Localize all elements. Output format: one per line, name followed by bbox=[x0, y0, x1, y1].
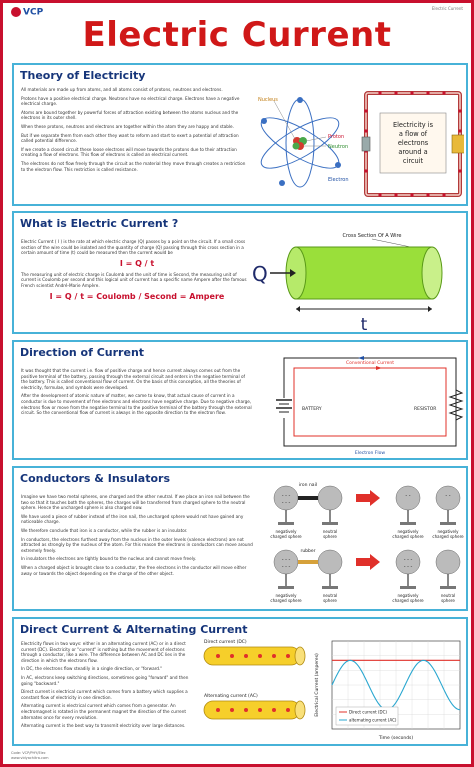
paragraph: We have used a piece of rubber instead of the iron nail, the uncharged sphere would not have gained any noticeable charge. bbox=[21, 513, 244, 525]
paragraph: Imagine we have two metal spheres, one charged and the other neutral. If we place an iron nail between the two so that it touches both the spheres, the charges will be transferred from charged sphere to the neutral sphere. Hence the uncharged sphere is also charged now. bbox=[21, 494, 250, 511]
paragraph: We therefore conclude that iron is a conductor, while the rubber is an insulator. bbox=[21, 527, 188, 533]
paragraph: When a charged object is brought close to a conductor, the free electrons in the conductor will move either away or towards the object depending on the charge of the other object. bbox=[21, 564, 247, 576]
sphere-caption: negatively bbox=[397, 529, 419, 534]
section-title: Direction of Current bbox=[20, 346, 145, 359]
chart-legend bbox=[336, 707, 398, 725]
paragraph: When these protons, neutrons and electrons are together within the atom they are happy and stable. bbox=[21, 123, 234, 129]
electron-label: Electron bbox=[328, 177, 349, 183]
paragraph: The electrons do not flow freely through the circuit as the material they move through creates a restriction to the electron flow. This restriction is called resistance. bbox=[21, 160, 246, 172]
paragraph: In DC, the electrons flow steadily in a single direction, or "forward." bbox=[21, 666, 163, 672]
legend-label-ac: alternating current (AC) bbox=[349, 717, 397, 723]
formula: I = Q / t bbox=[119, 258, 155, 268]
svg-text:- - -: - - - bbox=[281, 564, 291, 570]
sphere-caption: sphere bbox=[323, 598, 337, 603]
section-dc-ac bbox=[12, 617, 468, 746]
dc-ac-wire-diagram bbox=[200, 633, 308, 743]
sphere-caption: neutral bbox=[440, 593, 456, 598]
sphere-caption: sphere bbox=[441, 598, 455, 603]
sphere-caption: neutral bbox=[322, 529, 338, 534]
paragraph: Atoms are bound together by powerful forces of attraction existing between the atoms nucleus and the electrons in its outer shell. bbox=[21, 109, 239, 121]
formula: I = Q / t = Coulomb / Second = Ampere bbox=[49, 291, 225, 301]
charged-spheres-diagram bbox=[258, 476, 466, 610]
electron-circuit-diagram bbox=[362, 91, 464, 196]
sphere-caption: charged sphere bbox=[392, 534, 424, 539]
section-what-is-current bbox=[12, 211, 468, 334]
atom-diagram bbox=[255, 97, 349, 187]
sphere-caption: negatively bbox=[437, 529, 459, 534]
atom-and-circuit-illustration bbox=[250, 83, 464, 201]
svg-text:- - -: - - - bbox=[281, 557, 291, 563]
battery-label: BATTERY bbox=[302, 407, 322, 412]
circuit-text-line: Electricity is bbox=[392, 121, 434, 129]
sphere-caption: charged sphere bbox=[432, 534, 464, 539]
wire-cross-section-diagram bbox=[252, 229, 464, 333]
y-axis-label: Electrical Current (amperes) bbox=[315, 653, 320, 717]
section-title: Direct Current & Alternating Current bbox=[20, 623, 248, 636]
circuit-text-line: circuit bbox=[402, 157, 424, 165]
paragraph: Electricity flows in two ways: either in an alternating current (AC) or in a direct current (DC). Electricity or "current" is nothing but the movement of electrons through a conductor, like a wire. The difference between AC and DC lies in the direction in which the electrons flow. bbox=[21, 641, 186, 663]
paragraph: Direct current is electrical current which comes from a battery which supplies a constant flow of electricity in one direction. bbox=[21, 689, 188, 700]
sphere-caption: charged sphere bbox=[270, 598, 302, 603]
nucleus-label: Nucleus bbox=[258, 97, 278, 103]
cross-section-label: Cross Section Of A Wire bbox=[342, 233, 402, 239]
time-t-label: t bbox=[360, 315, 368, 333]
legend-label-dc: Direct current (DC) bbox=[349, 709, 387, 715]
footer-line: Code: VCP/PHY/Elec bbox=[11, 751, 46, 755]
paragraph: After the development of atomic nature of matter, we came to know, that actual cause of current in a conductor is due to movement of free electrons and electrons have negative charge. Due to negative charge, electrons flow or move from the negative terminal to the positive terminal of the battery through the external circuit. So the conventional flow of current is always in the opposite direction to the electron flow. bbox=[21, 393, 252, 416]
footer-line: www.vidyachitra.com bbox=[11, 755, 49, 760]
section-theory bbox=[12, 63, 468, 206]
paragraph: In AC, electrons keep switching directions, sometimes going "forward" and then going "backward." bbox=[21, 674, 189, 686]
svg-text:- -: - - bbox=[405, 493, 411, 499]
proton-label: Proton bbox=[328, 134, 345, 140]
sphere-caption: charged sphere bbox=[392, 598, 424, 603]
circuit-text-line: around a bbox=[398, 148, 428, 156]
x-axis-label: Time (seconds) bbox=[378, 736, 414, 741]
neutron-label: Neutron bbox=[328, 144, 349, 150]
paragraph: It was thought that the current i.e. flow of positive charge and hence current always comes out from the positive terminal of the battery, passing through the external circuit and enters in the negative terminal of the battery. This is called conventional flow of current. On the basis of this conception, all the theories of electricity, formulae, and symbols were developed. bbox=[21, 368, 245, 390]
dc-label: Direct current (DC) bbox=[204, 640, 247, 645]
sphere-caption: negatively bbox=[275, 593, 297, 598]
paragraph: In insulators the electrons are tightly bound to the nucleus and cannot move freely. bbox=[21, 556, 197, 562]
svg-text:- - -: - - - bbox=[403, 557, 413, 563]
rubber-shape bbox=[298, 560, 318, 564]
electron-flow-label: Electron Flow bbox=[354, 451, 386, 456]
section-title: Conductors & Insulators bbox=[20, 472, 171, 485]
section-text bbox=[21, 494, 253, 579]
charge-q-label: Q bbox=[252, 262, 268, 286]
section-text bbox=[21, 87, 249, 175]
paragraph: If we create a closed circuit these loose electrons will move towards the protons due to their attraction creating a flow of electrons. This flow of electrons is called an electrical current. bbox=[21, 146, 237, 158]
sphere-caption: neutral bbox=[322, 593, 338, 598]
current-direction-diagram bbox=[264, 350, 464, 456]
current-vs-time-chart bbox=[310, 635, 464, 745]
sphere-caption: sphere bbox=[323, 534, 337, 539]
sphere-caption: charged sphere bbox=[270, 534, 302, 539]
paragraph: Electric Current ( I ) is the rate at which electric charge (Q) passes by a point on the circuit. If a small cross section of the wire could be isolated and the quantity of charge (Q) passing through this cross section in a certain amount of time (t) could be measured then the current would be bbox=[21, 239, 246, 256]
svg-text:- -: - - bbox=[445, 493, 451, 499]
section-conductors-insulators bbox=[12, 466, 468, 611]
section-title: What is Electric Current ? bbox=[20, 217, 179, 230]
right-arrow-icon bbox=[356, 490, 380, 506]
brand-name: VCP bbox=[23, 7, 44, 18]
section-direction-of-current bbox=[12, 340, 468, 460]
iron-nail-label: iron nail bbox=[298, 483, 318, 488]
top-right-note: Electric Current bbox=[431, 6, 463, 11]
paragraph: But if we separate them from each other they want to reform and start to exert a potential of attraction called potential difference. bbox=[21, 132, 239, 144]
paragraph: Protons have a positive electrical charge. Neutrons have no electrical charge. Electrons have a negative electrical charge. bbox=[21, 95, 240, 107]
paragraph: Alternating current is electrical current which comes from a generator. An electromagnet is rotated in the permanent magnet the direction of the current alternates once for every revolution. bbox=[21, 703, 187, 720]
resistor-label: RESISTOR bbox=[414, 407, 437, 412]
iron-nail-shape bbox=[298, 496, 318, 500]
sphere-caption: negatively bbox=[275, 529, 297, 534]
paragraph: The measuring unit of electric charge is Coulomb and the unit of time is Second, the measuring unit of current is Coulomb per second and this logical unit of current has a specific name Ampere after the famous French scientist André-Marie Ampère. bbox=[21, 271, 247, 288]
paragraph: In conductors, the electrons furthest away from the nucleus in the outer levels (valence electrons) are not attracted as strongly by the nucleus of the atom. For this reason the electrons in conductors can move around extremely freely. bbox=[21, 536, 253, 553]
paragraph: All materials are made up from atoms, and all atoms consist of protons, neutrons and electrons. bbox=[21, 87, 223, 92]
svg-text:- - -: - - - bbox=[281, 493, 291, 499]
svg-text:- - -: - - - bbox=[281, 500, 291, 506]
sphere-caption: negatively bbox=[397, 593, 419, 598]
circuit-text-line: a flow of bbox=[398, 130, 428, 138]
circuit-text-line: electrons bbox=[397, 139, 429, 147]
section-title: Theory of Electricity bbox=[20, 69, 146, 82]
svg-text:- - -: - - - bbox=[403, 564, 413, 570]
section-text bbox=[21, 641, 199, 732]
conventional-current-label: Conventional Current bbox=[346, 361, 394, 366]
paragraph: Alternating current is the best way to transmit electricity over large distances. bbox=[21, 723, 186, 729]
footer bbox=[11, 751, 49, 760]
rubber-label: rubber bbox=[300, 549, 316, 554]
section-text bbox=[21, 368, 253, 419]
right-arrow-icon bbox=[356, 554, 380, 570]
ac-label: Alternating current (AC) bbox=[204, 694, 258, 699]
section-text bbox=[21, 239, 253, 305]
page-title: Electric Current bbox=[82, 15, 392, 55]
